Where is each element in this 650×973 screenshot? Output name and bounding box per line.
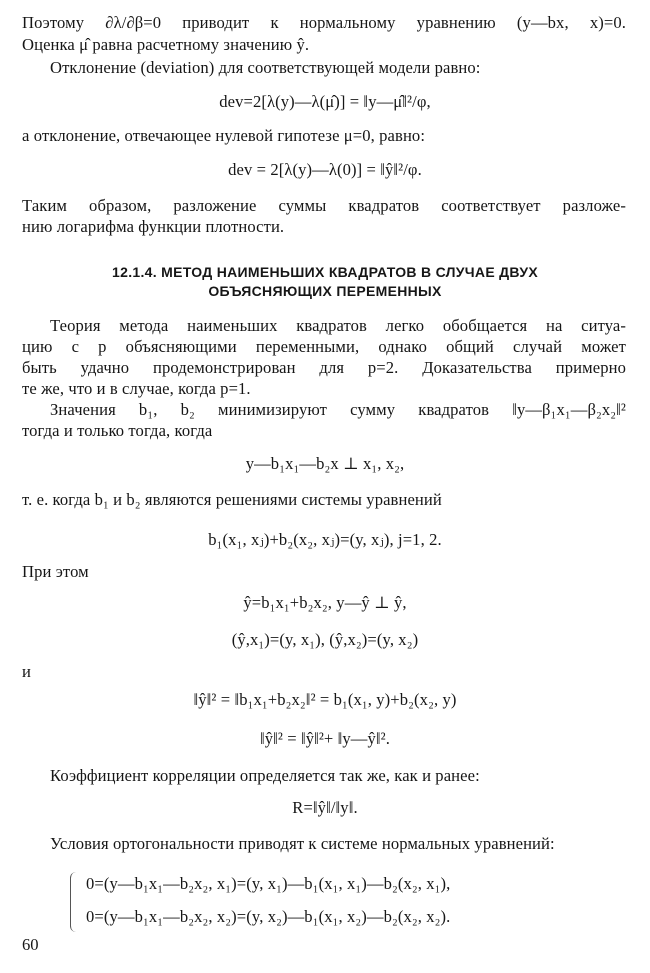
- text-line: Теория метода наименьших квадратов легко обобщается на ситуа-: [50, 316, 626, 335]
- equation: ŷ=b₁x₁+b₂x₂, y—ŷ ⊥ ŷ,: [243, 593, 407, 612]
- text-line: Отклонение (deviation) для соответствующей модели равно:: [50, 58, 481, 77]
- text-line: Значения b₁, b₂ минимизируют сумму квадратов ‖y—β₁x₁—β₂x₂‖²: [50, 400, 626, 419]
- text-line: цию с p объясняющими переменными, однако общий случай может: [22, 337, 626, 356]
- text-line: те же, что и в случае, когда p=1.: [22, 379, 251, 398]
- equation: dev = 2[λ(y)—λ(0)] = ‖ŷ‖²/φ.: [228, 160, 422, 179]
- equation: 0=(y—b₁x₁—b₂x₂, x₂)=(y, x₂)—b₁(x₁, x₂)—b₂(x₂, x₂).: [86, 907, 451, 926]
- text-line: нию логарифма функции плотности.: [22, 217, 285, 236]
- text-line: При этом: [22, 562, 89, 581]
- equation: 0=(y—b₁x₁—b₂x₂, x₁)=(y, x₁)—b₁(x₁, x₁)—b₂(x₂, x₁),: [86, 874, 451, 893]
- text-line: Таким образом, разложение суммы квадратов соответствует разложе-: [22, 196, 626, 215]
- text-line: Условия ортогональности приводят к системе нормальных уравнений:: [50, 834, 555, 853]
- section-heading: ОБЪЯСНЯЮЩИХ ПЕРЕМЕННЫХ: [208, 283, 442, 299]
- page-number: 60: [22, 935, 39, 954]
- text-line: быть удачно продемонстрирован для p=2. Доказательства примерно: [22, 358, 626, 377]
- equation: (ŷ,x₁)=(y, x₁), (ŷ,x₂)=(y, x₂): [231, 630, 419, 649]
- equation: dev=2[λ(y)—λ(μ̂)] = ‖y—μ̂‖²/φ,: [219, 92, 431, 111]
- equation: ‖ŷ‖² = ‖b₁x₁+b₂x₂‖² = b₁(x₁, y)+b₂(x₂, y): [193, 690, 457, 709]
- text-line: т. е. когда b₁ и b₂ являются решениями системы уравнений: [22, 490, 442, 509]
- text-line: и: [22, 662, 31, 681]
- equation: R=‖ŷ‖/‖y‖.: [292, 798, 358, 817]
- text-line: Оценка μ̂ равна расчетному значению ŷ.: [22, 35, 310, 54]
- equation: y—b₁x₁—b₂x ⊥ x₁, x₂,: [245, 454, 405, 473]
- text-line: Коэффициент корреляции определяется так же, как и ранее:: [50, 766, 480, 785]
- text-line: Поэтому ∂λ/∂β=0 приводит к нормальному уравнению (y—bx, x)=0.: [22, 13, 626, 32]
- system-brace: [70, 872, 79, 932]
- equation: ‖ŷ‖² = ‖ŷ‖²+ ‖y—ŷ‖².: [260, 729, 390, 748]
- section-heading: 12.1.4. МЕТОД НАИМЕНЬШИХ КВАДРАТОВ В СЛУЧАЕ ДВУХ: [112, 264, 538, 280]
- text-line: тогда и только тогда, когда: [22, 421, 213, 440]
- text-line: а отклонение, отвечающее нулевой гипотезе μ=0, равно:: [22, 126, 426, 145]
- equation: b₁(x₁, xⱼ)+b₂(x₂, xⱼ)=(y, xⱼ), j=1, 2.: [208, 530, 442, 549]
